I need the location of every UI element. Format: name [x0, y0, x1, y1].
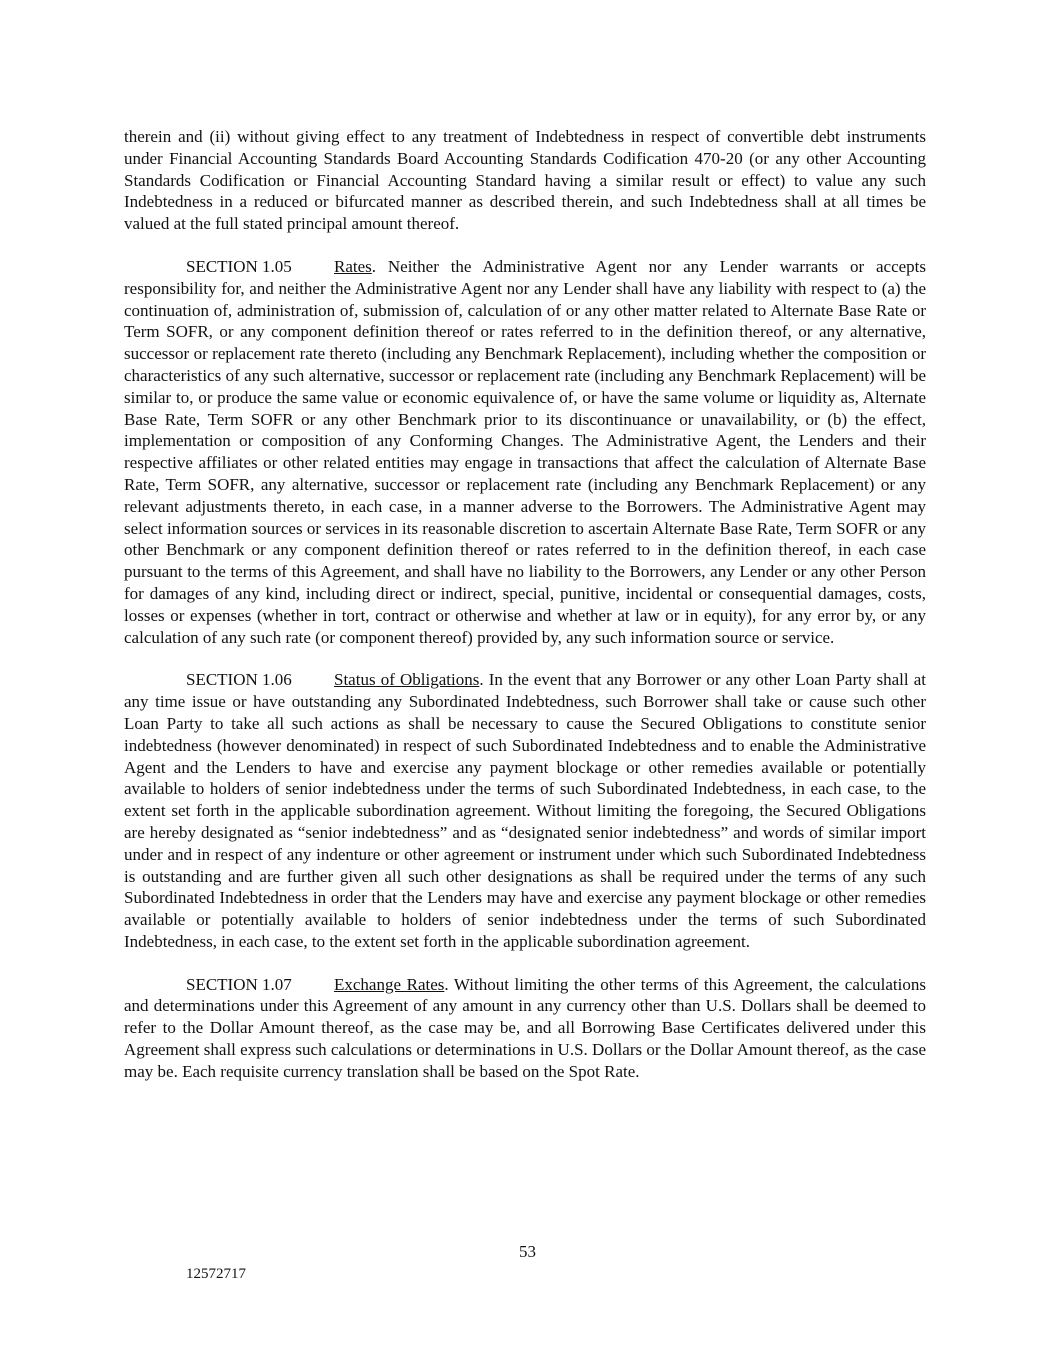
section-number: SECTION 1.05: [186, 256, 292, 276]
section-title: Status of Obligations: [334, 670, 480, 690]
document-id: 12572717: [186, 1266, 246, 1282]
section-1-06: [124, 669, 926, 952]
section-number: SECTION 1.07: [186, 974, 292, 994]
section-number: SECTION 1.06: [186, 670, 292, 690]
section-1-05: [124, 256, 926, 648]
section-1-07: [124, 974, 926, 1083]
section-title: Rates: [334, 256, 372, 276]
section-body: . In the event that any Borrower or any other Loan Party shall at any time issue or have outstanding any Subordinated Indebtedness, such Borrower shall take or cause such other Loan Party to take all such actions as shall be necessary to cause the Secured Obligations to constitute senior indebtedness (however denominated) in respect of such Subordinated Indebtedness and to enable the Administrative Agent and the Lenders to have and exercise any payment blockage or other remedies available or potentially available to holders of senior indebtedness under the terms of such Subordinated Indebtedness, in each case, to the extent set forth in the applicable subordination agreement. Without limiting the foregoing, the Secured Obligations are hereby designated as “senior indebtedness” and as “designated senior indebtedness” and words of similar import under and in respect of any indenture or other agreement or instrument under which such Subordinated Indebtedness is outstanding and are further given all such other designations as shall be required under the terms of any such Subordinated Indebtedness in order that the Lenders may have and exercise any payment blockage or other remedies available or potentially available to holders of senior indebtedness under the terms of such Subordinated Indebtedness, in each case, to the extent set forth in the applicable subordination agreement.: [124, 670, 926, 951]
page-number: 53: [519, 1242, 536, 1261]
section-title: Exchange Rates: [334, 974, 445, 994]
intro-paragraph: therein and (ii) without giving effect to any treatment of Indebtedness in respect of convertible debt instruments under Financial Accounting Standards Board Accounting Standards Codification 470-20 (or any other Accounting Standards Codification or Financial Accounting Standard having a similar result or effect) to value any such Indebtedness in a reduced or bifurcated manner as described therein, and such Indebtedness shall at all times be valued at the full stated principal amount thereof.: [124, 127, 926, 234]
section-body: . Without limiting the other terms of this Agreement, the calculations and determinations under this Agreement of any amount in any currency other than U.S. Dollars shall be deemed to refer to the Dollar Amount thereof, as the case may be, and all Borrowing Base Certificates delivered under this Agreement shall express such calculations or determinations in U.S. Dollars or the Dollar Amount thereof, as the case may be. Each requisite currency translation shall be based on the Spot Rate.: [124, 974, 926, 1081]
document-page: [124, 126, 926, 1083]
section-body: . Neither the Administrative Agent nor any Lender warrants or accepts responsibility for, and neither the Administrative Agent nor any Lender shall have any liability with respect to (a) the continuation of, administration of, submission of, calculation of or any other matter related to Alternate Base Rate or Term SOFR, or any component definition thereof or rates referred to in the definition thereof, or any alternative, successor or replacement rate thereto (including any Benchmark Replacement), including whether the composition or characteristics of any such alternative, successor or replacement rate (including any Benchmark Replacement) will be similar to, or produce the same value or economic equivalence of, or have the same volume or liquidity as, Alternate Base Rate, Term SOFR or any other Benchmark prior to its discontinuance or unavailability, or (b) the effect, implementation or composition of any Conforming Changes. The Administrative Agent, the Lenders and their respective affiliates or other related entities may engage in transactions that affect the calculation of Alternate Base Rate, Term SOFR, any alternative, successor or replacement rate (including any Benchmark Replacement) or any relevant adjustments thereto, in each case, in a manner adverse to the Borrowers. The Administrative Agent may select information sources or services in its reasonable discretion to ascertain Alternate Base Rate, Term SOFR or any other Benchmark or any component definition thereof or rates referred to in the definition thereof, in each case pursuant to the terms of this Agreement, and shall have no liability to the Borrowers, any Lender or any other Person for damages of any kind, including direct or indirect, special, punitive, incidental or consequential damages, costs, losses or expenses (whether in tort, contract or otherwise and whether at law or in equity), for any error by, or any calculation of any such rate (or component thereof) provided by, any such information source or service.: [124, 256, 926, 647]
